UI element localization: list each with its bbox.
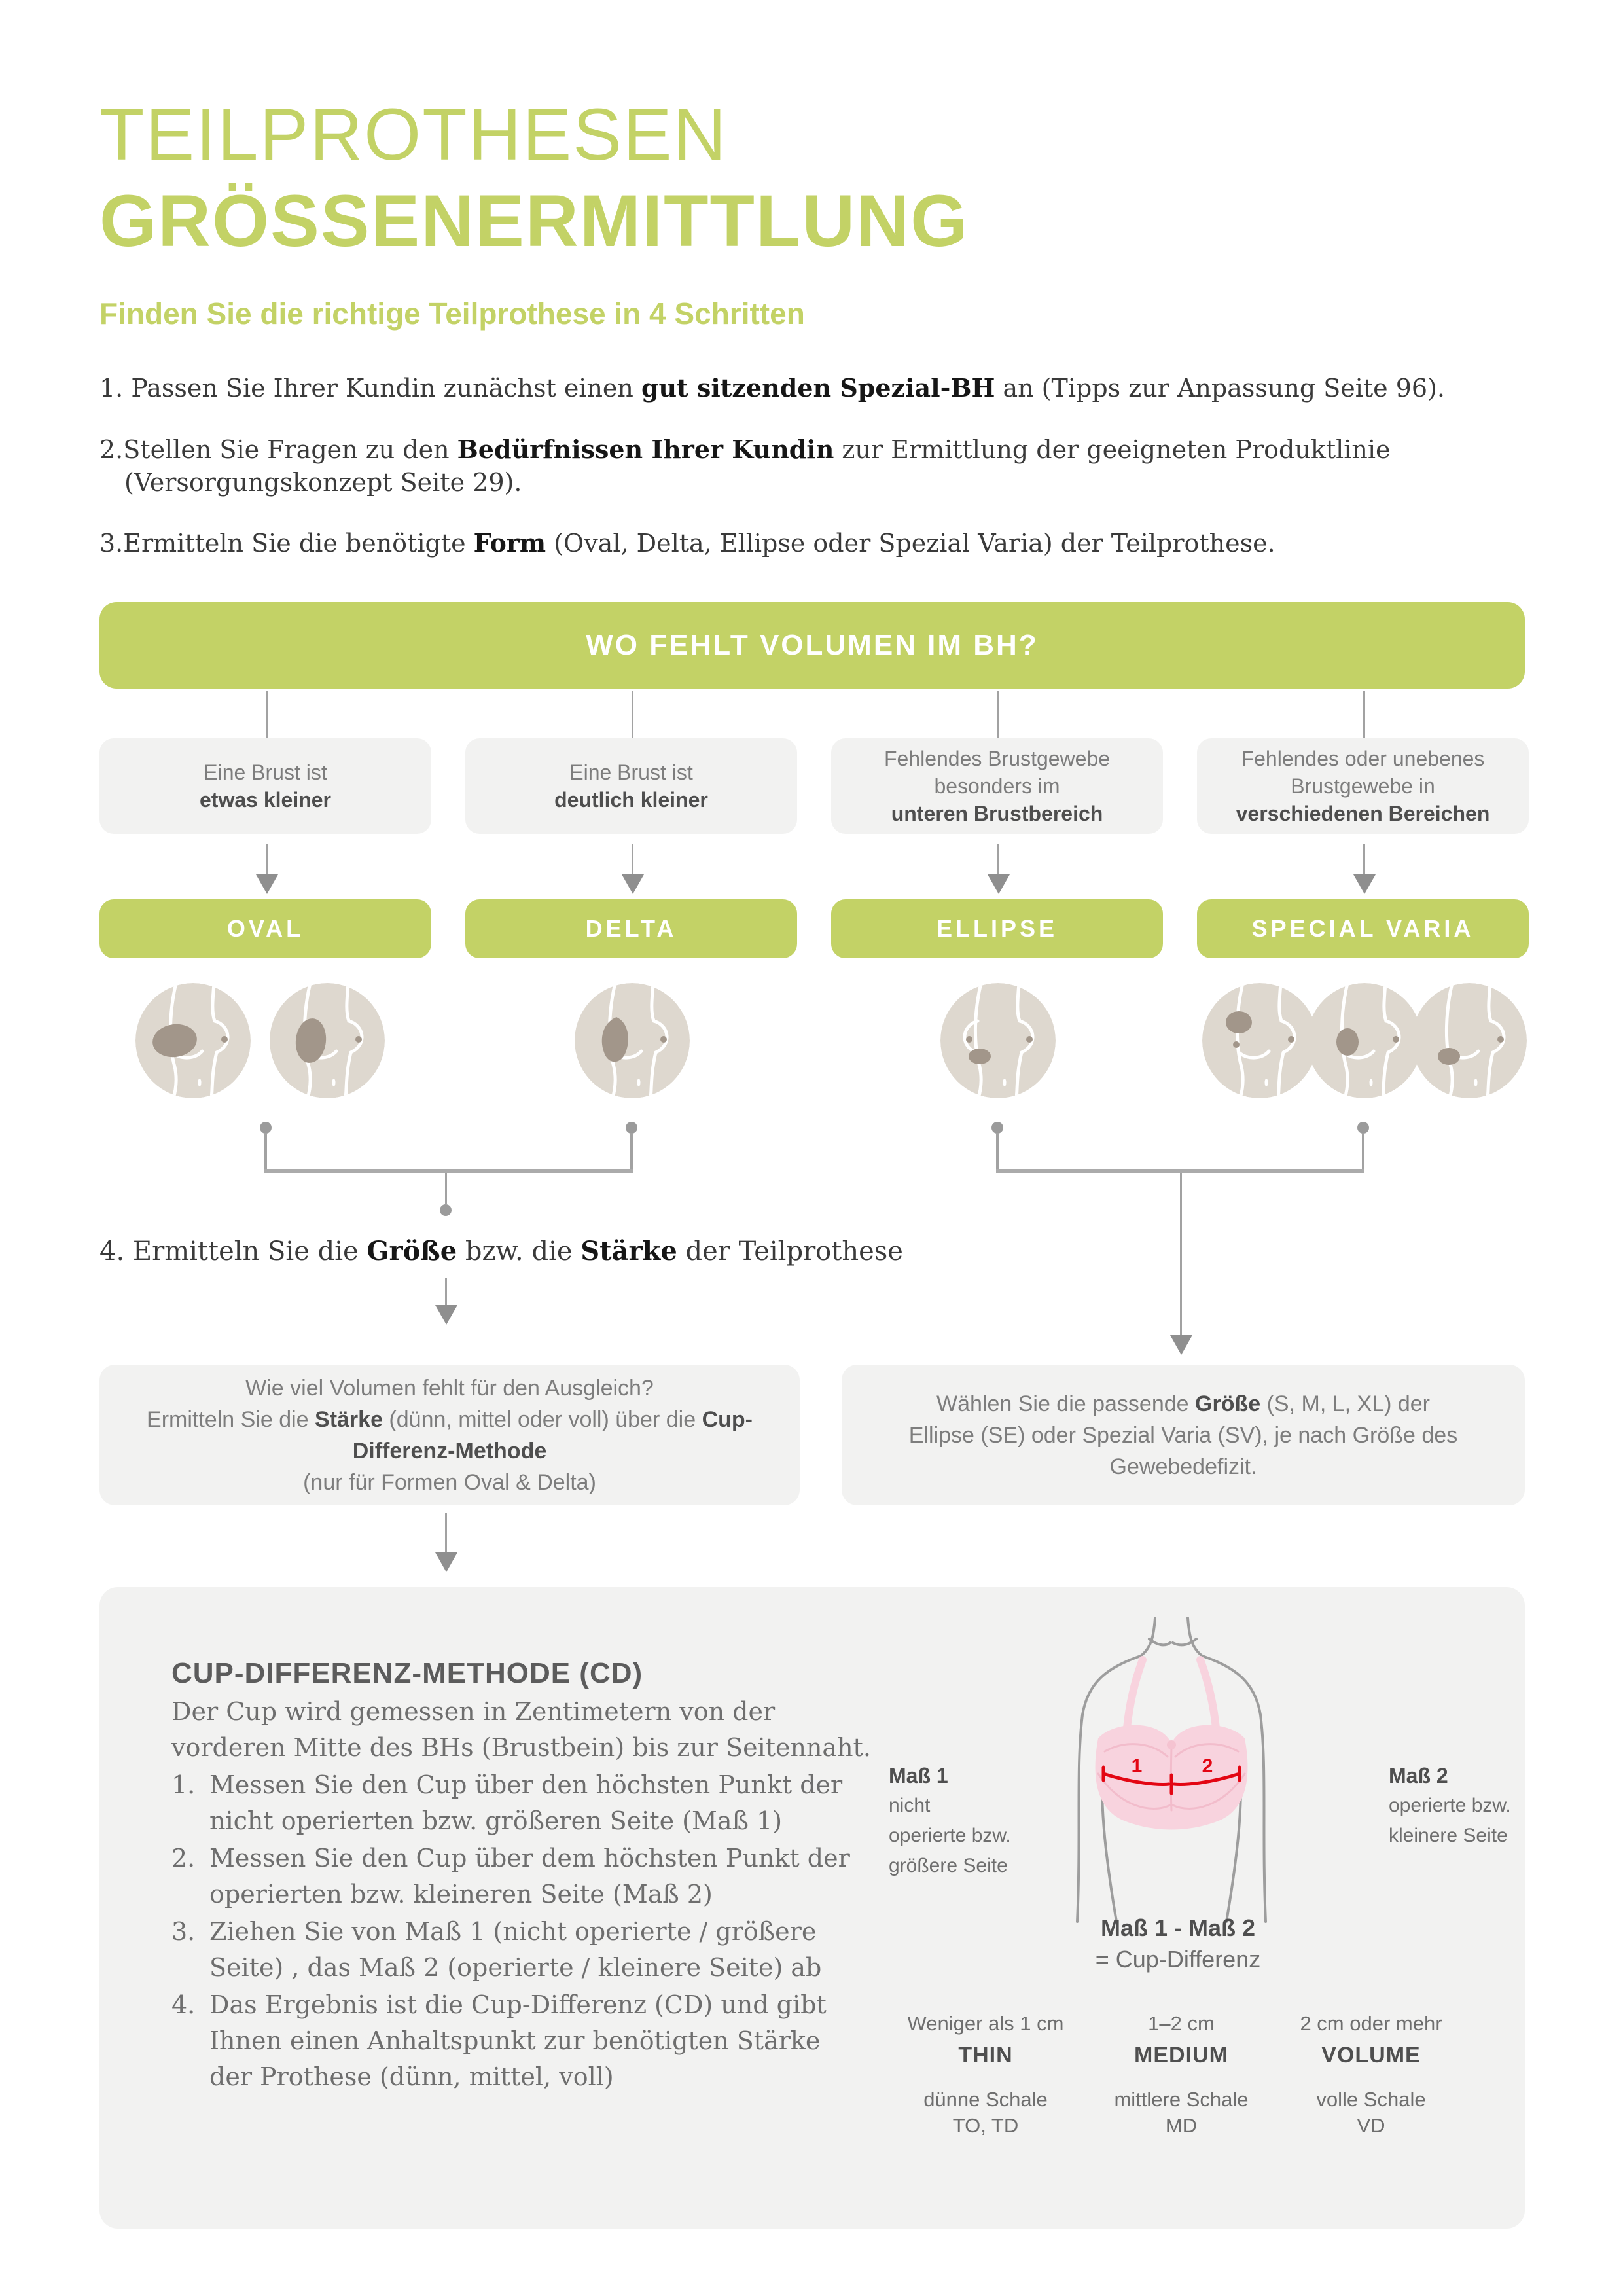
step-2: 2.Stellen Sie Fragen zu den Bedürfnissen Ihrer Kundin zur Ermittlung der geeigneten Produktlinie	[99, 435, 1391, 464]
method-intro-line2: vorderen Mitte des BHs (Brustbein) bis zur Seitennaht.	[171, 1733, 871, 1762]
bracket-dot	[260, 1122, 272, 1134]
condition-line: Fehlendes Brustgewebe	[883, 747, 1111, 770]
step-1: 1. Passen Sie Ihrer Kundin zunächst einen gut sitzenden Spezial-BH an (Tipps zur Anpassung Seite 96).	[99, 373, 1445, 403]
torso-illustration-delta	[575, 983, 690, 1098]
arrow-down-icon	[256, 874, 278, 894]
condition-box-special-varia	[1197, 738, 1529, 834]
arrow-stem	[632, 844, 633, 876]
connector-stem	[266, 691, 268, 738]
method-item-2: 2. Messen Sie den Cup über dem höchsten Punkt der operierten bzw. kleineren Seite (Maß 2)	[171, 1844, 850, 1909]
torso-illustration-sv-3	[1412, 983, 1527, 1098]
bra-measurement-illustration	[1021, 1617, 1322, 1928]
arrow-stem	[266, 844, 268, 876]
method-intro-line1: Der Cup wird gemessen in Zentimetern von der	[171, 1697, 776, 1726]
method-heading: CUP-DIFFERENZ-METHODE (CD)	[171, 1657, 643, 1689]
scale-column-medium: 1–2 cm MEDIUM mittlere Schale MD	[1114, 2012, 1249, 2137]
step-3: 3.Ermitteln Sie die benötigte Form (Oval, Delta, Ellipse oder Spezial Varia) der Teilprothese.	[99, 528, 1275, 558]
page-title-line2: GRÖSSENERMITTLUNG	[99, 180, 969, 262]
method-item-3: 3. Ziehen Sie von Maß 1 (nicht operierte / größere Seite) , das Maß 2 (operierte / kleinere Seite) ab	[171, 1917, 822, 1982]
bracket-dot	[1357, 1122, 1369, 1134]
decision-line: Wählen Sie die passende Größe (S, M, L, XL) der	[936, 1391, 1431, 1416]
method-item-4: 4. Das Ergebnis ist die Cup-Differenz (CD) und gibt Ihnen einen Anhaltspunkt zur benötigten Stärke der Prothese (dünn, mittel, voll)	[171, 1990, 827, 2091]
decision-box-staerke	[99, 1365, 800, 1505]
measure-marker-1: 1	[1131, 1755, 1143, 1777]
decision-line: Ellipse (SE) oder Spezial Varia (SV), je nach Größe des Gewebedefizit.	[908, 1422, 1458, 1479]
page-title-line1: TEILPROTHESEN	[99, 94, 728, 175]
torso-illustration-sv-2	[1307, 983, 1422, 1098]
scale-column-thin: Weniger als 1 cm THIN dünne Schale TO, TD	[907, 2012, 1064, 2137]
arrow-down-icon	[435, 1552, 457, 1572]
condition-line: Eine Brust ist	[569, 761, 693, 784]
mass1-label: Maß 1 nicht operierte bzw. größere Seite	[889, 1764, 1011, 1876]
step-2-line2: (Versorgungskonzept Seite 29).	[124, 468, 522, 497]
bracket-stem	[264, 1133, 267, 1171]
arrow-down-icon	[1353, 874, 1376, 894]
torso-illustration-oval-2	[270, 983, 385, 1098]
scale-column-volume: 2 cm oder mehr VOLUME volle Schale VD	[1300, 2012, 1442, 2137]
form-button-ellipse: ELLIPSE	[831, 899, 1163, 958]
decision-line: Wie viel Volumen fehlt für den Ausgleich?	[245, 1375, 654, 1401]
condition-line: deutlich kleiner	[554, 788, 708, 812]
condition-line: Eine Brust ist	[204, 761, 327, 784]
condition-box-oval	[99, 738, 431, 834]
mass2-label: Maß 2 operierte bzw. kleinere Seite	[1389, 1764, 1511, 1846]
condition-box-ellipse	[831, 738, 1163, 834]
bracket-dot	[991, 1122, 1003, 1134]
condition-line: besonders im	[934, 774, 1060, 798]
condition-line: verschiedenen Bereichen	[1236, 802, 1490, 825]
bracket-dot	[440, 1204, 452, 1216]
bracket-stem	[630, 1133, 633, 1171]
bracket-stem	[996, 1133, 999, 1171]
connector-stem	[1363, 691, 1365, 738]
bracket-stem	[445, 1173, 447, 1204]
connector-stem	[632, 691, 633, 738]
flow-banner: WO FEHLT VOLUMEN IM BH?	[99, 602, 1525, 689]
torso-illustration-sv-1	[1202, 983, 1317, 1098]
decision-line: (nur für Formen Oval & Delta)	[303, 1469, 596, 1495]
condition-box-delta	[465, 738, 797, 834]
arrow-stem	[997, 844, 999, 876]
form-button-special-varia: SPECIAL VARIA	[1197, 899, 1529, 958]
arrow-stem	[1180, 1173, 1182, 1335]
arrow-stem	[445, 1513, 447, 1554]
measure-marker-2: 2	[1202, 1755, 1213, 1777]
bracket-stem	[1362, 1133, 1364, 1171]
arrow-down-icon	[622, 874, 644, 894]
condition-line: unteren Brustbereich	[891, 802, 1103, 825]
arrow-down-icon	[435, 1305, 457, 1325]
method-item-1: 1. Messen Sie den Cup über den höchsten Punkt der nicht operierten bzw. größeren Seite (Maß 1)	[171, 1770, 843, 1835]
condition-line: etwas kleiner	[200, 788, 331, 812]
condition-line: Fehlendes oder unebenes	[1241, 747, 1485, 770]
arrow-down-icon	[1170, 1335, 1192, 1355]
arrow-stem	[445, 1278, 447, 1306]
form-button-oval: OVAL	[99, 899, 431, 958]
form-button-delta: DELTA	[465, 899, 797, 958]
torso-illustration-oval-1	[135, 983, 251, 1098]
decision-box-groesse	[842, 1365, 1525, 1505]
torso-illustration-ellipse	[940, 983, 1056, 1098]
decision-line: Ermitteln Sie die Stärke (dünn, mittel oder voll) über die Cup-	[147, 1407, 753, 1432]
arrow-down-icon	[988, 874, 1010, 894]
page-subtitle: Finden Sie die richtige Teilprothese in 4 Schritten	[99, 296, 805, 331]
cup-difference-formula: Maß 1 - Maß 2 = Cup-Differenz	[1095, 1914, 1261, 1973]
step-4: 4. Ermitteln Sie die Größe bzw. die Stärke der Teilprothese	[99, 1236, 903, 1266]
arrow-stem	[1363, 844, 1365, 876]
decision-line: Differenz-Methode	[352, 1438, 547, 1463]
bracket-bar	[264, 1169, 633, 1173]
connector-stem	[997, 691, 999, 738]
condition-line: Brustgewebe in	[1291, 774, 1435, 798]
bracket-dot	[626, 1122, 637, 1134]
